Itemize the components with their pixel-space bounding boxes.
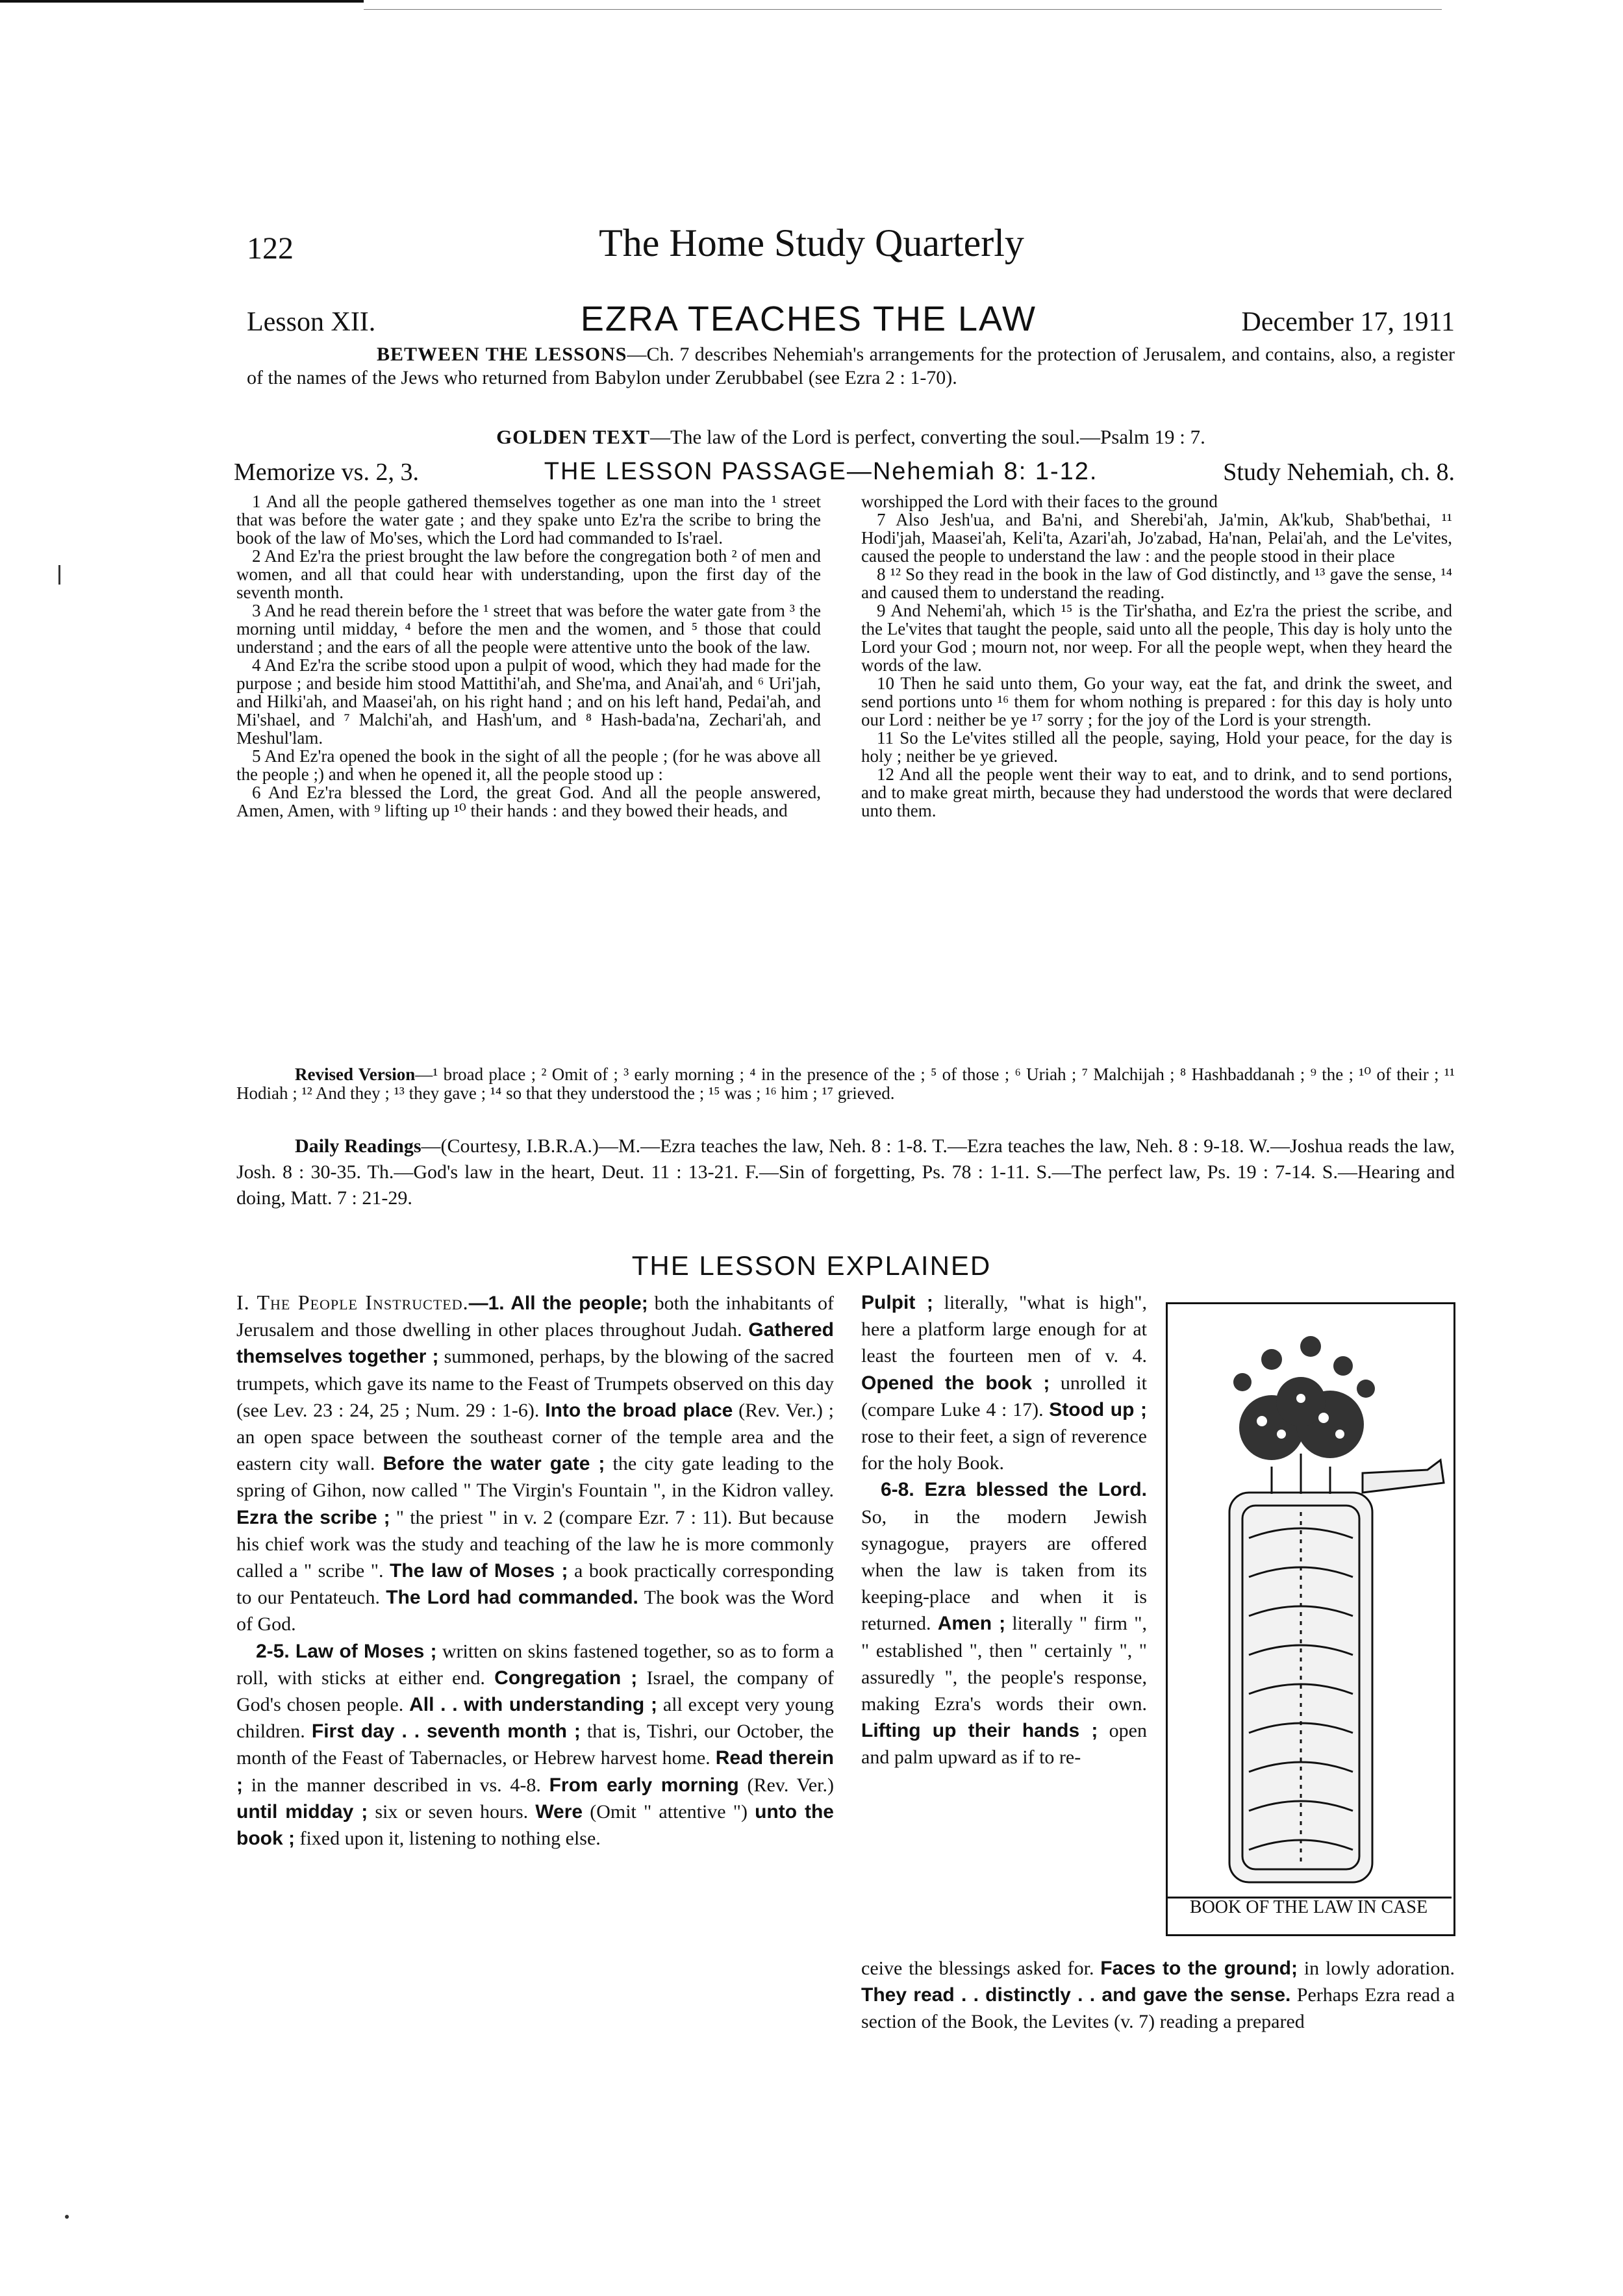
figure-caption: BOOK OF THE LAW IN CASE: [1166, 1897, 1452, 1936]
verse: 3 And he read therein before the ¹ street that was before the water gate from ³ the morning until midday, ⁴ before the men and the women, and ⁵ those that could understand ; and the ears of all the people were attentive unto the book of the law.: [236, 601, 821, 657]
revised-version-notes: [236, 1065, 1455, 1103]
term: Read therein ;: [236, 1747, 834, 1796]
gloss: all except very young children.: [236, 1694, 834, 1743]
lesson-header: [247, 299, 1455, 339]
term: Amen ;: [937, 1613, 1006, 1635]
term: Before the water gate ;: [383, 1453, 605, 1475]
revised-version-text: —¹ broad place ; ² Omit of ; ³ early morning ; ⁴ in the presence of the ; ⁵ of those ; ⁶ Uriah ; ⁷ Malchijah ; ⁸ Hashbaddanah ; ⁹ the ; ¹⁰ of their ; ¹¹ Hodiah ; ¹² And they ; ¹³ they gave ; ¹⁴ so that they understood the ; ¹⁵ was ; ¹⁶ him ; ¹⁷ grieved.: [236, 1065, 1455, 1103]
verse: 7 Also Jesh'ua, and Ba'ni, and Sherebi'ah, Ja'min, Ak'kub, Shab'bethai, ¹¹ Hodi'jah, Maasei'ah, Keli'ta, Azari'ah, Jo'zabad, Ha'nan, Pelai'ah, and the Le'vites, caused the people to understand the law : and the people stood in their place: [861, 510, 1452, 566]
page-number: 122: [247, 231, 294, 266]
explanation-column-2: [861, 1289, 1147, 1771]
golden-content: —The law of the Lord is perfect, converting the soul.—Psalm 19 : 7.: [650, 425, 1205, 448]
term: The Lord had commanded.: [386, 1587, 638, 1609]
explanation-paragraph: [861, 1476, 1147, 1771]
lesson-passage-line: [234, 458, 1455, 486]
verse: 1 And all the people gathered themselves together as one man into the ¹ street that was before the water gate ; and they spake unto Ez'ra the scribe to bring the book of the law of Mo'ses, which the Lord had commanded to Is'rael.: [236, 492, 821, 548]
term: Gathered themselves together ;: [236, 1319, 834, 1368]
term: Ezra the scribe ;: [236, 1506, 390, 1528]
term: The law of Moses ;: [389, 1560, 568, 1582]
gloss: " the priest " in v. 2 (compare Ezr. 7 : 11). But because his chief work was the study and teaching of the law he is more commonly called a " scribe ".: [236, 1506, 834, 1582]
rich-text: [236, 1293, 834, 1635]
verse: 12 And all the people went their way to eat, and to drink, and to send portions, and to make great mirth, because they had understood the words that were declared unto them.: [861, 764, 1452, 820]
term: —1. All the people;: [468, 1293, 648, 1314]
memorize-verses: Memorize vs. 2, 3.: [234, 459, 419, 486]
gloss: summoned, perhaps, by the blowing of the sacred trumpets, which gave its name to the Feast of Trumpets observed on this day (see Lev. 23 : 24, 25 ; Num. 29 : 1-6).: [236, 1346, 834, 1421]
gloss: the city gate leading to the spring of Gihon, now called " The Virgin's Fountain ", in the Kidron valley.: [236, 1453, 834, 1502]
term: until midday ;: [236, 1800, 368, 1823]
scripture-column-left: [236, 492, 821, 820]
lesson-title: EZRA TEACHES THE LAW: [580, 299, 1037, 338]
verse: 8 ¹² So they read in the book in the law of God distinctly, and ¹³ gave the sense, ¹⁴ and caused them to understand the reading.: [861, 564, 1452, 602]
term: Into the broad place: [545, 1399, 733, 1421]
gloss: The book was the Word of God.: [236, 1587, 834, 1635]
gloss: literally " firm ", " established ", then " certainly ", " assuredly ", the people's response, making Ezra's words their own.: [861, 1613, 1147, 1715]
gloss: (Omit " attentive "): [583, 1800, 755, 1823]
term: All . . with understanding ;: [409, 1694, 657, 1716]
passage-title: THE LESSON PASSAGE—Nehemiah 8: 1-12.: [544, 458, 1098, 485]
margin-mark: [58, 565, 60, 585]
daily-readings-text: —(Courtesy, I.B.R.A.)—M.—Ezra teaches the law, Neh. 8 : 1-8. T.—Ezra teaches the law, Neh. 8 : 9-18. W.—Joshua reads the law, Josh. 8 : 30-35. Th.—God's law in the heart, Deut. 11 : 13-21. F.—Sin of forgetting, Ps. 78 : 1-11. S.—The perfect law, Ps. 19 : 7-14. S.—Hearing and doing, Matt. 7 : 21-29.: [236, 1135, 1455, 1209]
term: They read . . distinctly . . and gave the sense.: [861, 1984, 1291, 2006]
between-label: BETWEEN THE LESSONS: [377, 344, 627, 365]
gloss: in lowly adoration.: [1298, 1958, 1455, 1979]
explanation-column-3: [861, 1955, 1455, 2036]
verse: 4 And Ez'ra the scribe stood upon a pulpit of wood, which they had made for the purpose ; and beside him stood Mattithi'ah, and She'ma, and Anai'ah, and ⁶ Uri'jah, and Hilki'ah, and Maasei'ah, on his right hand ; and on his left hand, Pedai'ah, and Mi'shael, and ⁷ Malchi'ah, and Hash'um, and ⁸ Hash-bada'na, Zechari'ah, and Meshul'lam.: [236, 655, 821, 748]
verse: worshipped the Lord with their faces to the ground: [861, 492, 1218, 511]
gloss: a book practically corresponding to our Pentateuch.: [236, 1560, 834, 1609]
daily-readings: [236, 1133, 1455, 1211]
gloss: written on skins fastened together, so as to form a roll, with sticks at either end.: [236, 1640, 834, 1689]
term: Pulpit ;: [861, 1292, 933, 1313]
gloss: unrolled it (compare Luke 4 : 17).: [861, 1372, 1147, 1420]
revised-version-label: Revised Version: [295, 1065, 416, 1084]
between-text: —Ch. 7 describes Nehemiah's arrangements for the protection of Jerusalem, and contains, also, a register of the names of the Jews who returned from Babylon under Zerubbabel (see Ezra 2 : 1-70).: [247, 344, 1455, 388]
top-rule: [0, 0, 364, 3]
term: unto the book ;: [236, 1800, 834, 1850]
lesson-date: December 17, 1911: [1241, 307, 1455, 337]
gloss: that is, Tishri, our October, the month of the Feast of Tabernacles, or Hebrew harvest home.: [236, 1721, 834, 1769]
daily-readings-label: Daily Readings: [295, 1135, 421, 1157]
term: Stood up ;: [1049, 1398, 1147, 1420]
verse: 6 And Ez'ra blessed the Lord, the great God. And all the people answered, Amen, Amen, with ⁹ lifting up ¹⁰ their hands : and they bowed their heads, and: [236, 783, 821, 820]
gloss: six or seven hours.: [368, 1800, 536, 1823]
verse: 2 And Ez'ra the priest brought the law before the congregation both ² of men and women, and all that could hear with understanding, upon the first day of the seventh month.: [236, 546, 821, 602]
golden-text: [247, 425, 1455, 449]
gloss: rose to their feet, a sign of reverence for the holy Book.: [861, 1426, 1147, 1474]
lesson-number: Lesson XII.: [247, 307, 376, 337]
gloss: Israel, the company of God's chosen people.: [236, 1667, 835, 1716]
gloss: in the manner described in vs. 4-8.: [243, 1774, 549, 1796]
gloss: Perhaps Ezra read a section of the Book, the Levites (v. 7) reading a prepared: [861, 1984, 1455, 2033]
term: Lifting up their hands ;: [861, 1720, 1098, 1742]
publication-title: The Home Study Quarterly: [599, 221, 1024, 264]
verse: 9 And Nehemi'ah, which ¹⁵ is the Tir'shatha, and Ez'ra the priest the scribe, and the Le'vites that taught the people, said unto all the people, This day is holy unto the Lord your God ; mourn not, nor weep. For all the people wept, when they heard the words of the law.: [861, 601, 1452, 675]
gloss: open and palm upward as if to re-: [861, 1720, 1147, 1769]
section-title: I. The People Instructed.: [236, 1291, 469, 1314]
term: First day . . seventh month ;: [311, 1721, 581, 1743]
verse: 5 And Ez'ra opened the book in the sight of all the people ; (for he was above all the people ;) and when he opened it, all the people stood up :: [236, 746, 821, 784]
gloss: ceive the blessings asked for.: [861, 1958, 1101, 1979]
gloss: both the inhabitants of Jerusalem and those dwelling in other places throughout Judah.: [236, 1293, 835, 1341]
gloss: fixed upon it, listening to nothing else.: [295, 1828, 601, 1850]
term: Faces to the ground;: [1100, 1958, 1298, 1979]
lesson-explained-heading: THE LESSON EXPLAINED: [631, 1250, 992, 1281]
gloss: (Rev. Ver.) ; an open space between the southeast corner of the temple area and the eastern city wall.: [236, 1399, 834, 1475]
explanation-column-1: [236, 1289, 834, 1852]
gloss: (Rev. Ver.): [738, 1774, 835, 1796]
verse: 10 Then he said unto them, Go your way, eat the fat, and drink the sweet, and send portions unto ¹⁶ them for whom nothing is prepared : for this day is holy unto our Lord : neither be ye ¹⁷ sorry ; for the joy of the Lord is your strength.: [861, 674, 1452, 729]
term: Congregation ;: [494, 1667, 638, 1689]
top-rule-thin: [364, 9, 1442, 10]
explanation-paragraph: [236, 1289, 834, 1638]
gloss: So, in the modern Jewish synagogue, prayers are offered when the law is taken from its keeping-place and when it is returned.: [861, 1506, 1147, 1635]
term: 2-5. Law of Moses ;: [256, 1640, 437, 1662]
scripture-column-right: [861, 492, 1452, 820]
term: Were: [535, 1800, 583, 1823]
gloss: literally, "what is high", here a platform large enough for at least the fourteen men of v. 4.: [861, 1292, 1148, 1367]
margin-dot: [65, 2215, 69, 2219]
study-reference: Study Nehemiah, ch. 8.: [1223, 459, 1455, 486]
between-the-lessons: [247, 343, 1455, 390]
golden-label: GOLDEN TEXT: [496, 425, 651, 448]
verse: 11 So the Le'vites stilled all the people, saying, Hold your peace, for the day is holy ; neither be ye grieved.: [861, 728, 1452, 766]
illustration-frame: [1166, 1302, 1455, 1936]
term: Opened the book ;: [861, 1372, 1050, 1394]
torah-case-illustration: [1168, 1304, 1453, 1899]
term: 6-8. Ezra blessed the Lord.: [881, 1479, 1147, 1501]
explanation-paragraph: [236, 1638, 834, 1852]
term: From early morning: [549, 1774, 739, 1796]
explanation-paragraph: [861, 1289, 1147, 1476]
